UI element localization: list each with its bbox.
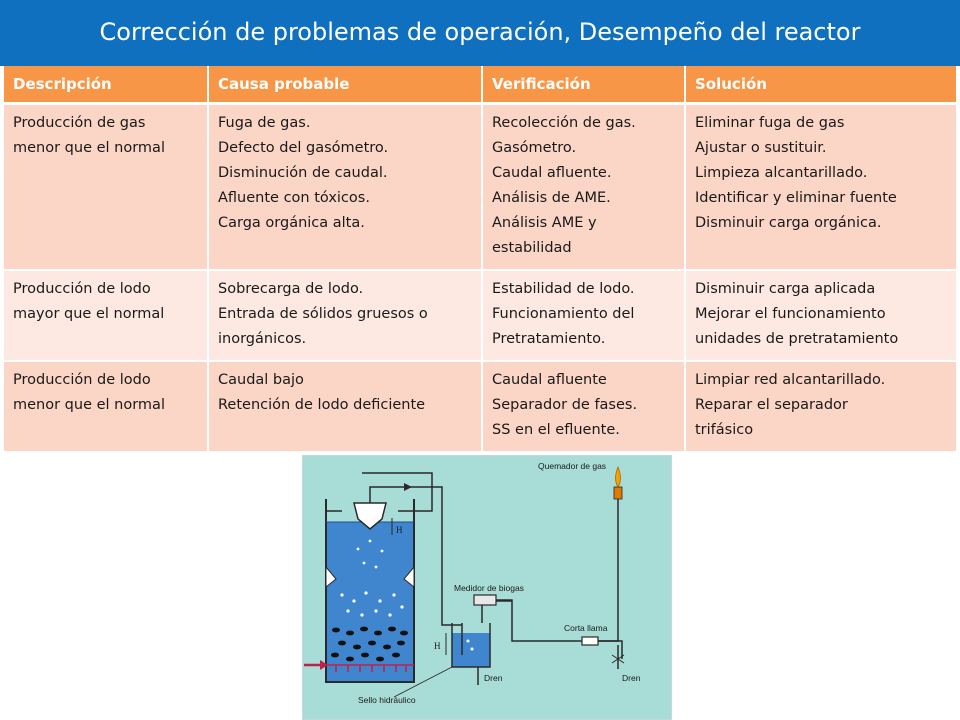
cell-line: inorgánicos. (218, 331, 307, 347)
cell-line: Caudal bajo (218, 372, 304, 388)
cell-line: Separador de fases. (492, 397, 638, 413)
cell-line: Limpiar red alcantarillado. (695, 372, 886, 388)
cell-solucion (685, 270, 956, 361)
cell-line: Disminuir carga aplicada (695, 281, 876, 297)
header-descripcion: Descripción (4, 66, 208, 104)
cell-line: Sobrecarga de lodo. (218, 281, 364, 297)
cell-line: unidades de pretratamiento (695, 331, 899, 347)
table-row (4, 270, 956, 361)
cell-descripcion (4, 361, 208, 452)
cell-line: menor que el normal (13, 397, 165, 413)
label-drain-2: Dren (622, 673, 641, 683)
biogas-meter (474, 595, 496, 605)
cell-line: Eliminar fuga de gas (695, 115, 845, 131)
cell-descripcion (4, 104, 208, 271)
cell-verificacion (482, 104, 685, 271)
cell-line: Ajustar o sustituir. (695, 140, 827, 156)
cell-causa (208, 270, 482, 361)
uasb-reactor-diagram (302, 455, 672, 720)
cell-line: Reparar el separador (695, 397, 848, 413)
label-h-reactor: H (396, 525, 403, 535)
cell-line: Análisis AME y (492, 215, 597, 231)
cell-line: Defecto del gasómetro. (218, 140, 389, 156)
cell-line: Identificar y eliminar fuente (695, 190, 897, 206)
cell-line: Producción de lodo (13, 281, 151, 297)
cell-line: Producción de gas (13, 115, 146, 131)
cell-solucion (685, 104, 956, 271)
cell-solucion (685, 361, 956, 452)
cell-line: mayor que el normal (13, 306, 165, 322)
reactor-water (326, 522, 414, 682)
cell-line: Entrada de sólidos gruesos o (218, 306, 428, 322)
label-drain-1: Dren (484, 673, 503, 683)
cell-descripcion (4, 270, 208, 361)
cell-line: SS en el efluente. (492, 422, 620, 438)
header-solucion: Solución (685, 66, 956, 104)
label-flame-arrester: Corta llama (564, 623, 608, 633)
flame-arrester (582, 637, 598, 645)
cell-line: Retención de lodo deficiente (218, 397, 426, 413)
label-h-seal: H (434, 641, 441, 651)
cell-line: Pretratamiento. (492, 331, 606, 347)
cell-line: menor que el normal (13, 140, 165, 156)
cell-line: Disminuir carga orgánica. (695, 215, 882, 231)
table-header-row (4, 66, 956, 104)
cell-line: Disminución de caudal. (218, 165, 388, 181)
label-hydraulic-seal: Sello hidráulico (358, 695, 416, 705)
cell-line: Caudal afluente (492, 372, 607, 388)
cell-line: Producción de lodo (13, 372, 151, 388)
header-verificacion: Verificación (482, 66, 685, 104)
cell-causa (208, 104, 482, 271)
table-row (4, 104, 956, 271)
cell-verificacion (482, 270, 685, 361)
header-causa-probable: Causa probable (208, 66, 482, 104)
label-gas-burner: Quemador de gas (538, 461, 607, 471)
cell-line: Limpieza alcantarillado. (695, 165, 868, 181)
title-bar (0, 0, 960, 66)
burner-nozzle (614, 487, 622, 499)
table-row (4, 361, 956, 452)
cell-line: Estabilidad de lodo. (492, 281, 635, 297)
cell-line: Mejorar el funcionamiento (695, 306, 886, 322)
cell-line: Análisis de AME. (492, 190, 611, 206)
cell-line: Carga orgánica alta. (218, 215, 365, 231)
cell-line: Funcionamiento del (492, 306, 635, 322)
cell-line: estabilidad (492, 240, 572, 256)
label-biogas-meter: Medidor de biogas (454, 583, 524, 593)
cell-verificacion (482, 361, 685, 452)
cell-line: trifásico (695, 422, 754, 438)
cell-line: Caudal afluente. (492, 165, 612, 181)
cell-line: Afluente con tóxicos. (218, 190, 370, 206)
cell-line: Gasómetro. (492, 140, 577, 156)
cell-causa (208, 361, 482, 452)
cell-line: Fuga de gas. (218, 115, 311, 131)
troubleshooting-table (4, 66, 956, 453)
cell-line: Recolección de gas. (492, 115, 636, 131)
slide-title: Corrección de problemas de operación, Desempeño del reactor (99, 18, 861, 46)
